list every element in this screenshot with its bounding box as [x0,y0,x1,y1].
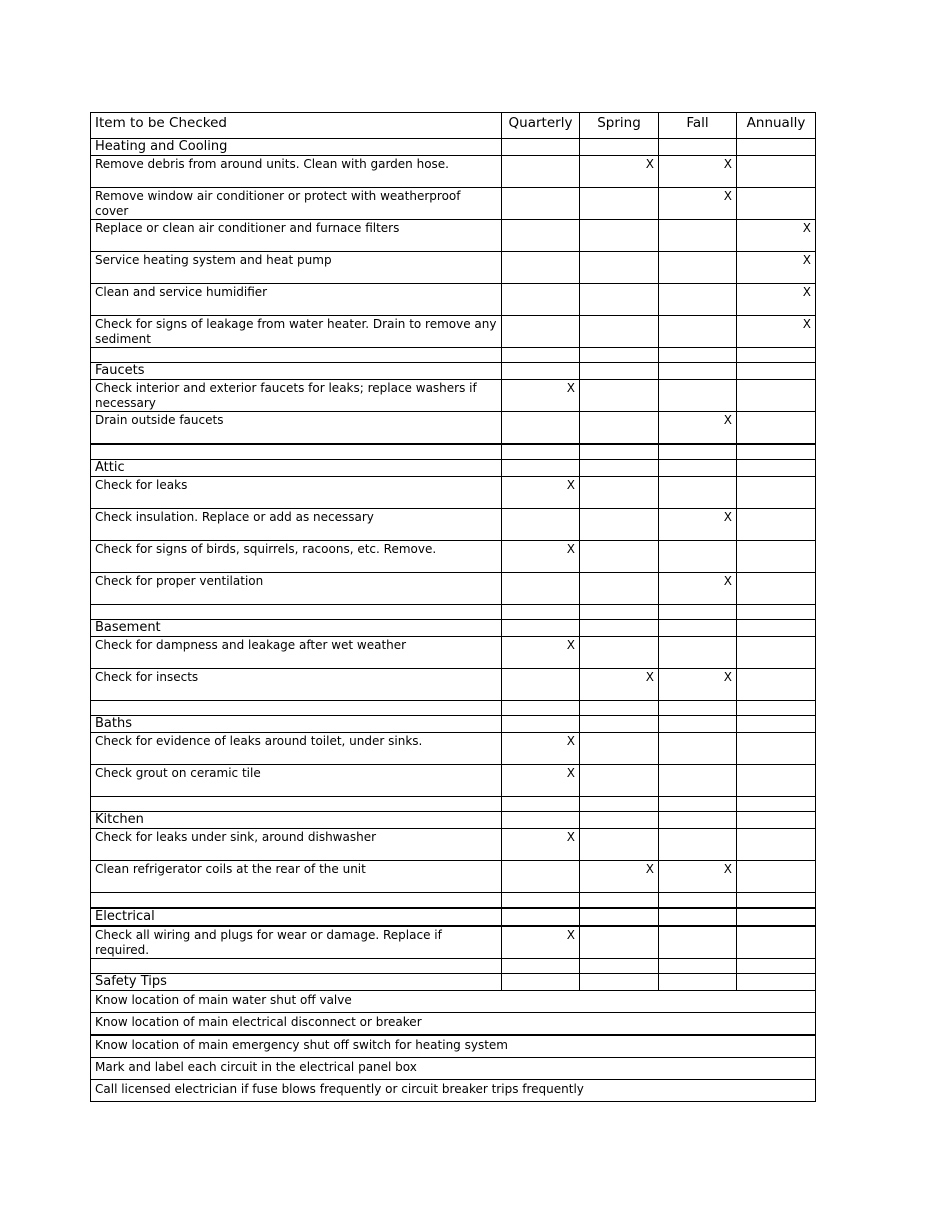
annually-mark [737,573,816,605]
item-text: Check for evidence of leaks around toilet, under sinks. [91,733,502,765]
header-row [91,113,816,139]
spring-mark [580,509,659,541]
empty-cell [737,812,816,829]
empty-cell [502,363,580,380]
table-row [91,573,816,605]
empty-cell [737,908,816,926]
spacer-row [91,893,816,909]
section-title: Electrical [91,908,502,926]
empty-cell [502,797,580,812]
table-row [91,541,816,573]
header-spring: Spring [580,113,659,139]
safety-tip: Know location of main water shut off valve [91,991,816,1013]
spring-mark [580,733,659,765]
fall-mark [659,252,737,284]
quarterly-mark [502,412,580,445]
empty-cell [659,605,737,620]
section-title: Heating and Cooling [91,139,502,156]
fall-mark: X [659,861,737,893]
empty-cell [737,797,816,812]
empty-cell [737,605,816,620]
empty-cell [91,893,502,909]
fall-mark: X [659,188,737,220]
empty-cell [737,460,816,477]
empty-cell [659,716,737,733]
item-text: Drain outside faucets [91,412,502,445]
section-row-heating [91,139,816,156]
empty-cell [659,812,737,829]
annually-mark [737,477,816,509]
annually-mark [737,733,816,765]
item-text: Clean and service humidifier [91,284,502,316]
section-row-electrical [91,908,816,926]
item-text: Service heating system and heat pump [91,252,502,284]
section-row-basement [91,620,816,637]
item-text: Check for leaks under sink, around dishwasher [91,829,502,861]
annually-mark [737,637,816,669]
section-title: Kitchen [91,812,502,829]
quarterly-mark [502,220,580,252]
quarterly-mark [502,252,580,284]
empty-cell [580,348,659,363]
annually-mark [737,380,816,412]
empty-cell [580,893,659,909]
empty-cell [502,893,580,909]
spring-mark [580,252,659,284]
empty-cell [580,460,659,477]
empty-cell [91,348,502,363]
spacer-row [91,444,816,460]
table-row [91,861,816,893]
fall-mark [659,316,737,348]
annually-mark [737,541,816,573]
spring-mark [580,829,659,861]
safety-tip: Mark and label each circuit in the electrical panel box [91,1058,816,1080]
safety-tip: Call licensed electrician if fuse blows frequently or circuit breaker trips frequently [91,1080,816,1102]
annually-mark [737,829,816,861]
empty-cell [580,363,659,380]
safety-tip: Know location of main emergency shut off switch for heating system [91,1035,816,1058]
empty-cell [91,605,502,620]
annually-mark [737,765,816,797]
table-row [91,765,816,797]
fall-mark: X [659,509,737,541]
quarterly-mark [502,573,580,605]
spring-mark [580,765,659,797]
section-title: Basement [91,620,502,637]
quarterly-mark [502,316,580,348]
header-quarterly: Quarterly [502,113,580,139]
annually-mark: X [737,284,816,316]
spring-mark [580,637,659,669]
empty-cell [502,460,580,477]
item-text: Replace or clean air conditioner and furnace filters [91,220,502,252]
section-title: Attic [91,460,502,477]
empty-cell [580,716,659,733]
quarterly-mark [502,669,580,701]
empty-cell [502,444,580,460]
empty-cell [659,444,737,460]
table-row [91,926,816,959]
quarterly-mark: X [502,380,580,412]
section-row-baths [91,716,816,733]
item-text: Check for proper ventilation [91,573,502,605]
empty-cell [580,908,659,926]
empty-cell [659,959,737,974]
empty-cell [737,701,816,716]
spring-mark: X [580,669,659,701]
fall-mark: X [659,156,737,188]
quarterly-mark: X [502,765,580,797]
empty-cell [659,908,737,926]
section-title: Safety Tips [91,974,502,991]
safety-tip: Know location of main electrical disconnect or breaker [91,1013,816,1036]
spring-mark [580,477,659,509]
item-text: Remove debris from around units. Clean with garden hose. [91,156,502,188]
annually-mark: X [737,316,816,348]
empty-cell [580,139,659,156]
table-row [91,637,816,669]
empty-cell [659,797,737,812]
empty-cell [502,812,580,829]
empty-cell [502,701,580,716]
section-title: Faucets [91,363,502,380]
item-text: Check for dampness and leakage after wet weather [91,637,502,669]
item-text: Clean refrigerator coils at the rear of the unit [91,861,502,893]
empty-cell [659,620,737,637]
fall-mark: X [659,669,737,701]
header-item: Item to be Checked [91,113,502,139]
empty-cell [502,716,580,733]
fall-mark: X [659,573,737,605]
quarterly-mark: X [502,733,580,765]
table-row [91,477,816,509]
safety-tip-row [91,991,816,1013]
spring-mark [580,573,659,605]
quarterly-mark [502,284,580,316]
empty-cell [502,959,580,974]
table-row [91,733,816,765]
spring-mark: X [580,861,659,893]
annually-mark [737,412,816,445]
empty-cell [580,797,659,812]
empty-cell [580,812,659,829]
fall-mark [659,380,737,412]
spring-mark [580,284,659,316]
quarterly-mark: X [502,829,580,861]
quarterly-mark: X [502,926,580,959]
empty-cell [737,620,816,637]
empty-cell [737,444,816,460]
table-row [91,412,816,445]
empty-cell [580,605,659,620]
safety-tip-row [91,1058,816,1080]
item-text: Check grout on ceramic tile [91,765,502,797]
empty-cell [91,444,502,460]
spacer-row [91,701,816,716]
table-row [91,188,816,220]
fall-mark [659,765,737,797]
section-title: Baths [91,716,502,733]
empty-cell [580,620,659,637]
empty-cell [659,139,737,156]
table-row [91,284,816,316]
empty-cell [502,139,580,156]
section-row-kitchen [91,812,816,829]
fall-mark [659,637,737,669]
empty-cell [580,974,659,991]
safety-tip-row [91,1080,816,1102]
quarterly-mark: X [502,477,580,509]
quarterly-mark [502,509,580,541]
spring-mark [580,220,659,252]
spring-mark [580,380,659,412]
empty-cell [502,348,580,363]
empty-cell [737,974,816,991]
quarterly-mark [502,861,580,893]
safety-tip-row [91,1013,816,1036]
quarterly-mark: X [502,637,580,669]
fall-mark [659,829,737,861]
fall-mark [659,220,737,252]
item-text: Check for signs of leakage from water heater. Drain to remove any sediment [91,316,502,348]
fall-mark: X [659,412,737,445]
empty-cell [659,460,737,477]
section-row-safety [91,974,816,991]
empty-cell [659,363,737,380]
item-text: Check interior and exterior faucets for leaks; replace washers if necessary [91,380,502,412]
annually-mark [737,509,816,541]
annually-mark [737,861,816,893]
empty-cell [580,959,659,974]
empty-cell [659,348,737,363]
quarterly-mark: X [502,541,580,573]
header-annually: Annually [737,113,816,139]
spacer-row [91,348,816,363]
table-row [91,380,816,412]
empty-cell [91,701,502,716]
fall-mark [659,926,737,959]
annually-mark: X [737,252,816,284]
section-row-attic [91,460,816,477]
empty-cell [737,363,816,380]
spring-mark: X [580,156,659,188]
spacer-row [91,797,816,812]
fall-mark [659,284,737,316]
empty-cell [737,893,816,909]
header-fall: Fall [659,113,737,139]
empty-cell [737,959,816,974]
fall-mark [659,541,737,573]
spacer-row [91,959,816,974]
table-row [91,669,816,701]
empty-cell [502,605,580,620]
annually-mark [737,669,816,701]
table-row [91,252,816,284]
table-row [91,829,816,861]
quarterly-mark [502,156,580,188]
spring-mark [580,316,659,348]
spring-mark [580,188,659,220]
quarterly-mark [502,188,580,220]
spring-mark [580,541,659,573]
empty-cell [502,620,580,637]
empty-cell [502,908,580,926]
table-row [91,220,816,252]
fall-mark [659,477,737,509]
annually-mark [737,188,816,220]
empty-cell [659,893,737,909]
empty-cell [737,139,816,156]
section-row-faucets [91,363,816,380]
spring-mark [580,926,659,959]
table-row [91,316,816,348]
empty-cell [580,444,659,460]
empty-cell [737,348,816,363]
annually-mark [737,926,816,959]
spacer-row [91,605,816,620]
spring-mark [580,412,659,445]
item-text: Check for insects [91,669,502,701]
safety-tip-row [91,1035,816,1058]
empty-cell [659,974,737,991]
item-text: Check all wiring and plugs for wear or damage. Replace if required. [91,926,502,959]
empty-cell [91,797,502,812]
item-text: Check for signs of birds, squirrels, racoons, etc. Remove. [91,541,502,573]
item-text: Check for leaks [91,477,502,509]
empty-cell [91,959,502,974]
empty-cell [659,701,737,716]
empty-cell [580,701,659,716]
empty-cell [502,974,580,991]
annually-mark: X [737,220,816,252]
annually-mark [737,156,816,188]
table-row [91,509,816,541]
item-text: Remove window air conditioner or protect with weatherproof cover [91,188,502,220]
fall-mark [659,733,737,765]
table-row [91,156,816,188]
empty-cell [737,716,816,733]
maintenance-checklist-table [90,112,816,1102]
item-text: Check insulation. Replace or add as necessary [91,509,502,541]
